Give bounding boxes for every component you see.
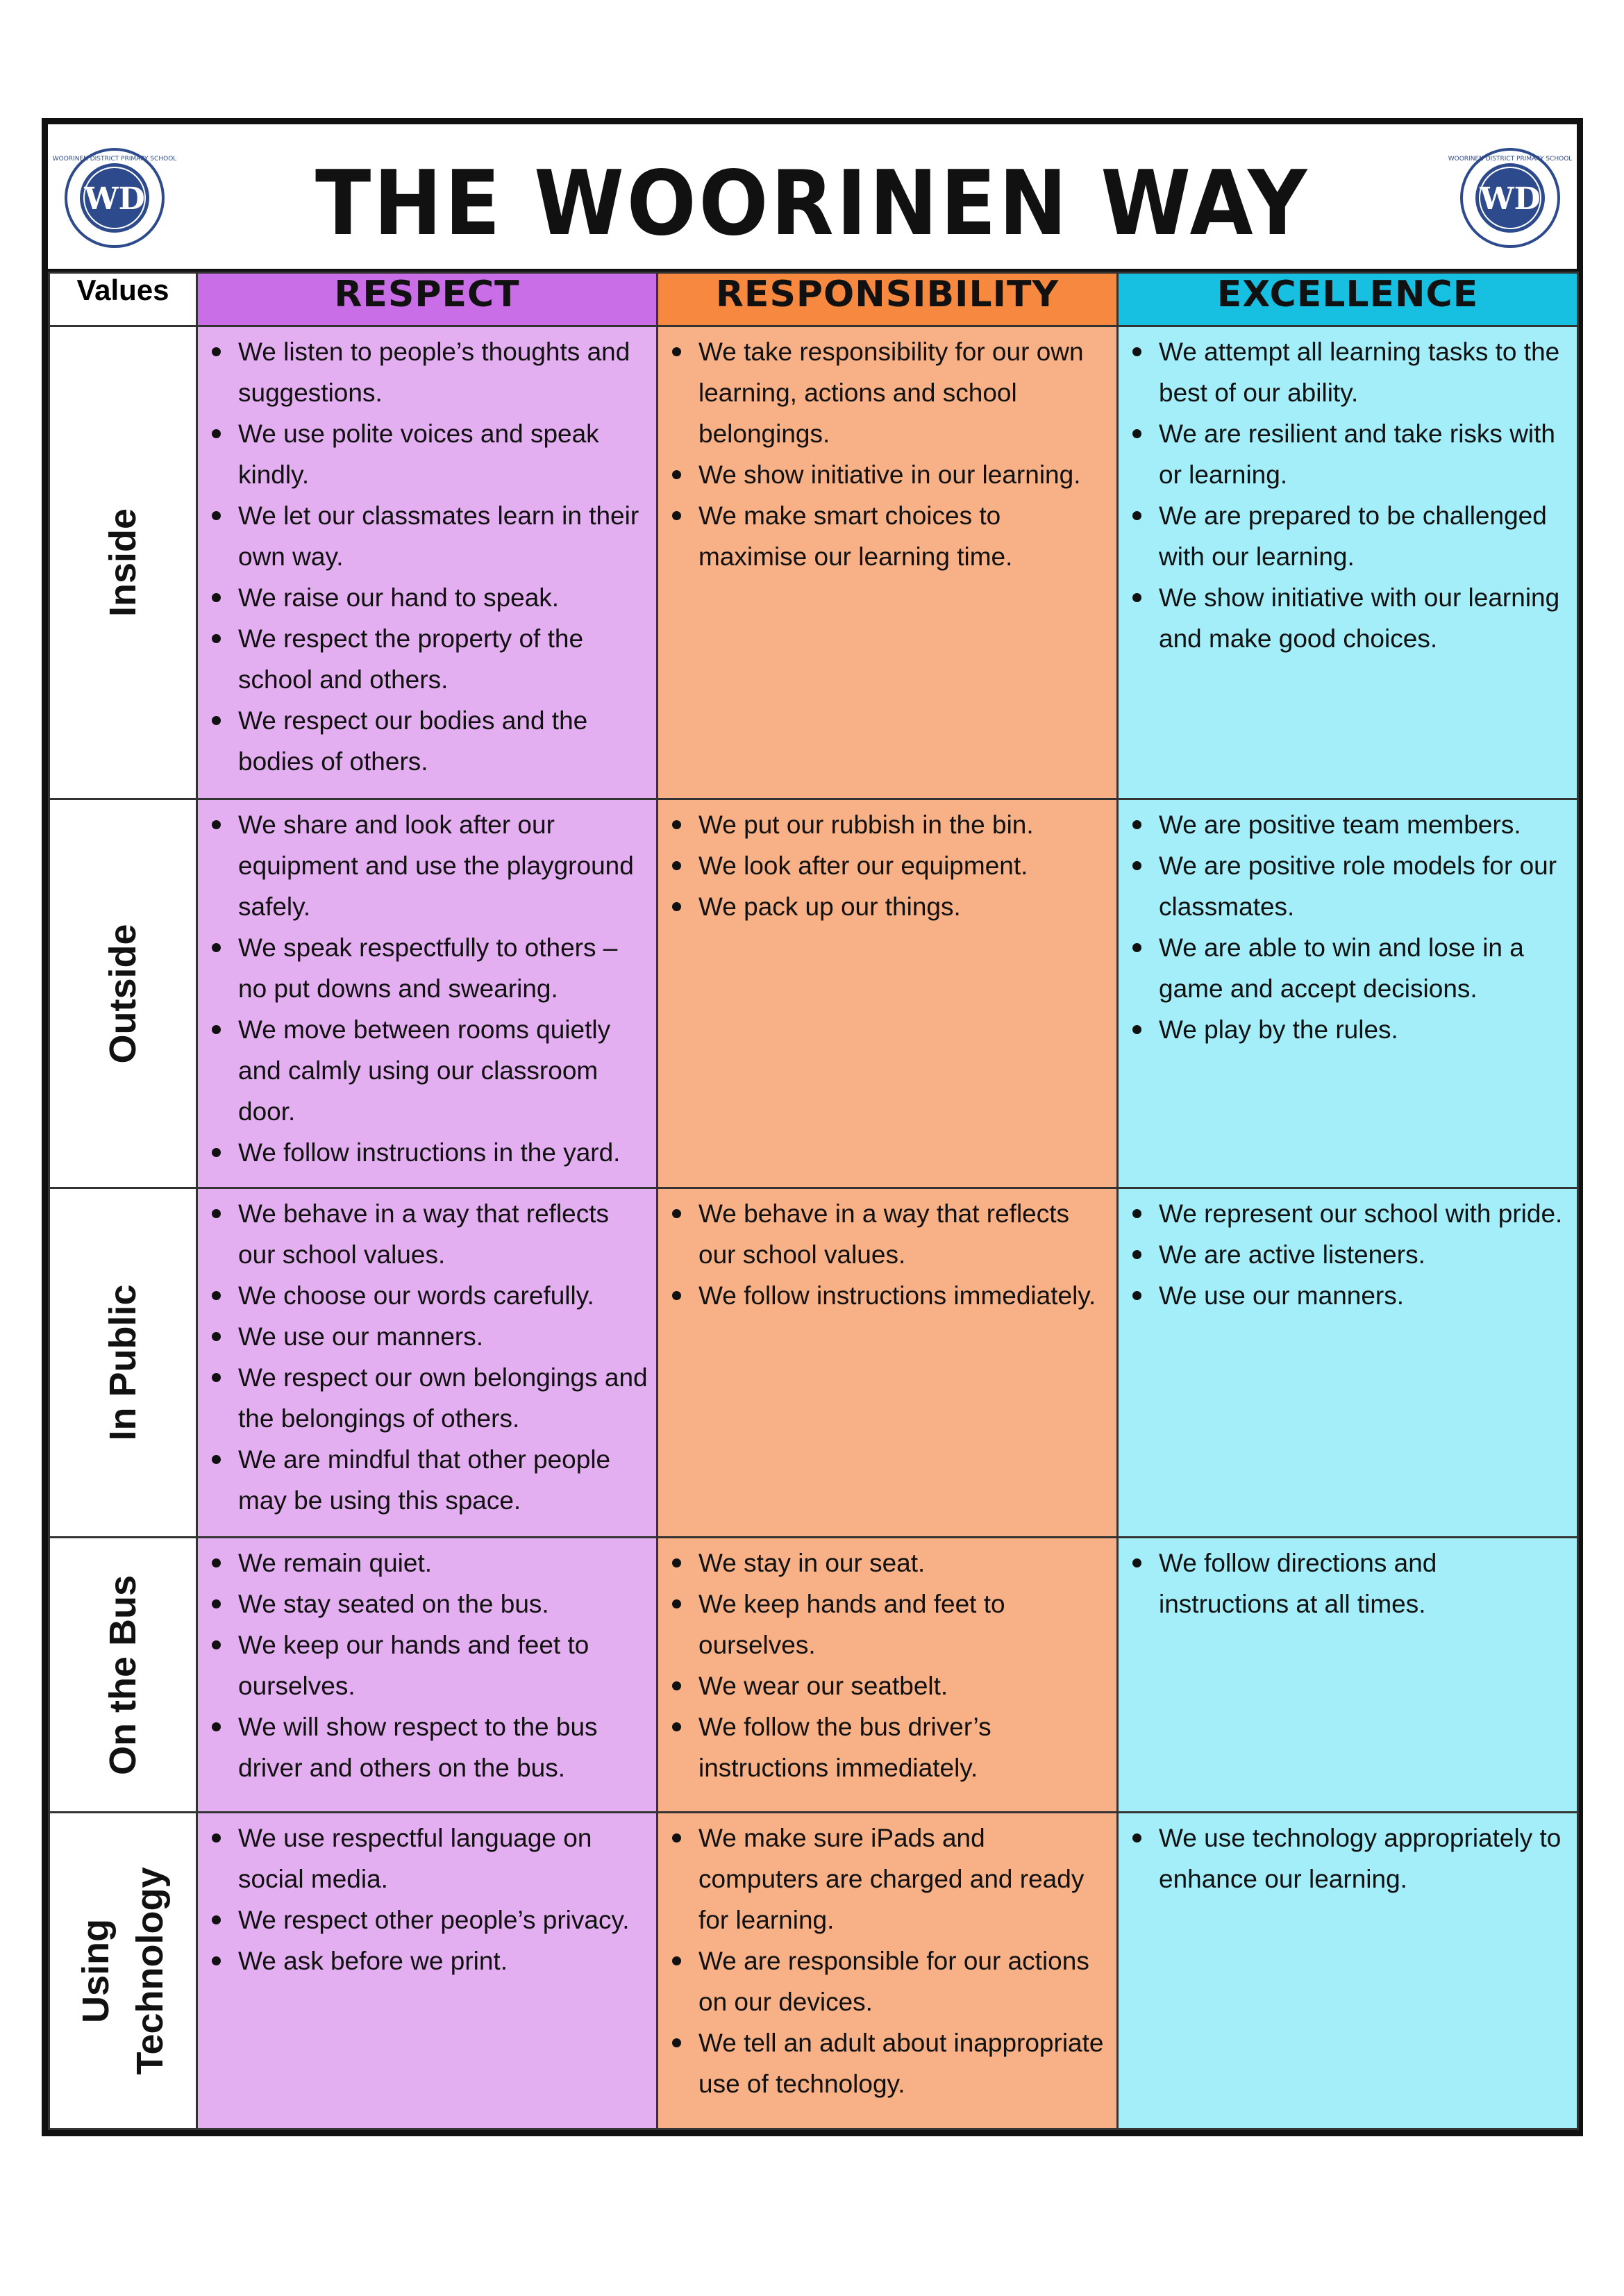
bullet-list <box>1119 327 1577 659</box>
respect-cell <box>197 1188 658 1538</box>
row-label-line: Technology <box>129 1867 171 2075</box>
table-row <box>49 1538 1578 1813</box>
list-item: We respect our bodies and the bodies of others. <box>238 700 648 782</box>
list-item: We follow instructions in the yard. <box>238 1132 648 1173</box>
bullet-list <box>658 1538 1116 1788</box>
list-item: We attempt all learning tasks to the best of our ability. <box>1159 331 1568 413</box>
list-item: We stay seated on the bus. <box>238 1583 648 1624</box>
bullet-list <box>198 800 656 1173</box>
excellence-cell <box>1118 1538 1578 1813</box>
respect-cell <box>197 1538 658 1813</box>
excellence-cell <box>1118 1188 1578 1538</box>
row-label <box>96 924 150 1063</box>
bullet-list <box>1119 1813 1577 1899</box>
list-item: We let our classmates learn in their own way. <box>238 495 648 577</box>
list-item: We remain quiet. <box>238 1542 648 1583</box>
list-item: We move between rooms quietly and calmly using our classroom door. <box>238 1009 648 1132</box>
list-item: We look after our equipment. <box>698 845 1108 886</box>
school-logo <box>1448 147 1573 249</box>
excellence-cell <box>1118 326 1578 799</box>
row-label <box>96 1285 150 1441</box>
row-label-cell <box>49 1188 197 1538</box>
excellence-cell <box>1118 799 1578 1188</box>
list-item: We are resilient and take risks with or learning. <box>1159 413 1568 495</box>
bullet-list <box>658 1813 1116 2104</box>
row-label-line: Inside <box>102 508 144 617</box>
responsibility-header: RESPONSIBILITY <box>658 273 1118 326</box>
list-item: We are mindful that other people may be using this space. <box>238 1439 648 1521</box>
respect-header: RESPECT <box>197 273 658 326</box>
logo-ring-text: WOORINEN DISTRICT PRIMARY SCHOOL <box>52 156 177 163</box>
list-item: We tell an adult about inappropriate use of technology. <box>698 2022 1108 2104</box>
bullet-list <box>198 327 656 782</box>
logo-ring-text: WOORINEN DISTRICT PRIMARY SCHOOL <box>1448 156 1573 163</box>
list-item: We are positive team members. <box>1159 804 1568 845</box>
list-item: We are active listeners. <box>1159 1234 1568 1275</box>
list-item: We make sure iPads and computers are charged and ready for learning. <box>698 1817 1108 1940</box>
row-label <box>96 1575 150 1775</box>
row-label-line: Outside <box>102 924 144 1064</box>
excellence-header: EXCELLENCE <box>1118 273 1578 326</box>
list-item: We use our manners. <box>238 1316 648 1357</box>
list-item: We stay in our seat. <box>698 1542 1108 1583</box>
bullet-list <box>1119 800 1577 1050</box>
bullet-list <box>658 327 1116 577</box>
table-row <box>49 326 1578 799</box>
bullet-list <box>658 1189 1116 1316</box>
table-row <box>49 1188 1578 1538</box>
list-item: We wear our seatbelt. <box>698 1665 1108 1706</box>
list-item: We listen to people’s thoughts and suggestions. <box>238 331 648 413</box>
values-matrix-sheet <box>42 118 1583 2136</box>
list-item: We make smart choices to maximise our learning time. <box>698 495 1108 577</box>
logo-initials: WD <box>84 181 145 217</box>
list-item: We are prepared to be challenged with our learning. <box>1159 495 1568 577</box>
bullet-list <box>1119 1538 1577 1624</box>
bullet-list <box>198 1189 656 1521</box>
row-label-line: On the Bus <box>102 1574 144 1775</box>
list-item: We share and look after our equipment and use the playground safely. <box>238 804 648 927</box>
bullet-list <box>1119 1189 1577 1316</box>
list-item: We behave in a way that reflects our school values. <box>238 1193 648 1275</box>
list-item: We will show respect to the bus driver and others on the bus. <box>238 1706 648 1788</box>
list-item: We respect other people’s privacy. <box>238 1899 648 1940</box>
list-item: We represent our school with pride. <box>1159 1193 1568 1234</box>
header-row <box>49 273 1578 326</box>
row-label <box>69 1867 177 2074</box>
respect-cell <box>197 1813 658 2129</box>
list-item: We play by the rules. <box>1159 1009 1568 1050</box>
list-item: We take responsibility for our own learning, actions and school belongings. <box>698 331 1108 454</box>
responsibility-cell <box>658 326 1118 799</box>
row-label-cell <box>49 799 197 1188</box>
row-label-line: In Public <box>102 1284 144 1441</box>
row-label-cell <box>49 1538 197 1813</box>
list-item: We respect the property of the school and others. <box>238 618 648 700</box>
list-item: We show initiative in our learning. <box>698 454 1108 495</box>
values-header: Values <box>49 273 197 326</box>
title-row <box>48 124 1577 272</box>
list-item: We follow instructions immediately. <box>698 1275 1108 1316</box>
list-item: We put our rubbish in the bin. <box>698 804 1108 845</box>
list-item: We use respectful language on social media. <box>238 1817 648 1899</box>
values-table <box>48 272 1579 2130</box>
page-title: THE WOORINEN WAY <box>315 152 1310 256</box>
responsibility-cell <box>658 799 1118 1188</box>
list-item: We use polite voices and speak kindly. <box>238 413 648 495</box>
list-item: We use technology appropriately to enhance our learning. <box>1159 1817 1568 1899</box>
bullet-list <box>658 800 1116 927</box>
list-item: We keep hands and feet to ourselves. <box>698 1583 1108 1665</box>
row-label-cell <box>49 326 197 799</box>
list-item: We behave in a way that reflects our school values. <box>698 1193 1108 1275</box>
logo-initials: WD <box>1480 181 1541 217</box>
row-label-cell <box>49 1813 197 2129</box>
list-item: We are responsible for our actions on our devices. <box>698 1940 1108 2022</box>
row-label <box>96 508 150 617</box>
list-item: We respect our own belongings and the belongings of others. <box>238 1357 648 1439</box>
list-item: We pack up our things. <box>698 886 1108 927</box>
list-item: We use our manners. <box>1159 1275 1568 1316</box>
excellence-cell <box>1118 1813 1578 2129</box>
bullet-list <box>198 1538 656 1788</box>
list-item: We keep our hands and feet to ourselves. <box>238 1624 648 1706</box>
row-label-line: Using <box>75 1918 117 2023</box>
list-item: We are able to win and lose in a game and accept decisions. <box>1159 927 1568 1009</box>
list-item: We show initiative with our learning and make good choices. <box>1159 577 1568 659</box>
table-row <box>49 799 1578 1188</box>
responsibility-cell <box>658 1538 1118 1813</box>
responsibility-cell <box>658 1813 1118 2129</box>
table-row <box>49 1813 1578 2129</box>
list-item: We ask before we print. <box>238 1940 648 1981</box>
list-item: We raise our hand to speak. <box>238 577 648 618</box>
respect-cell <box>197 326 658 799</box>
list-item: We choose our words carefully. <box>238 1275 648 1316</box>
list-item: We are positive role models for our classmates. <box>1159 845 1568 927</box>
list-item: We speak respectfully to others – no put downs and swearing. <box>238 927 648 1009</box>
list-item: We follow directions and instructions at all times. <box>1159 1542 1568 1624</box>
responsibility-cell <box>658 1188 1118 1538</box>
list-item: We follow the bus driver’s instructions immediately. <box>698 1706 1108 1788</box>
respect-cell <box>197 799 658 1188</box>
bullet-list <box>198 1813 656 1981</box>
